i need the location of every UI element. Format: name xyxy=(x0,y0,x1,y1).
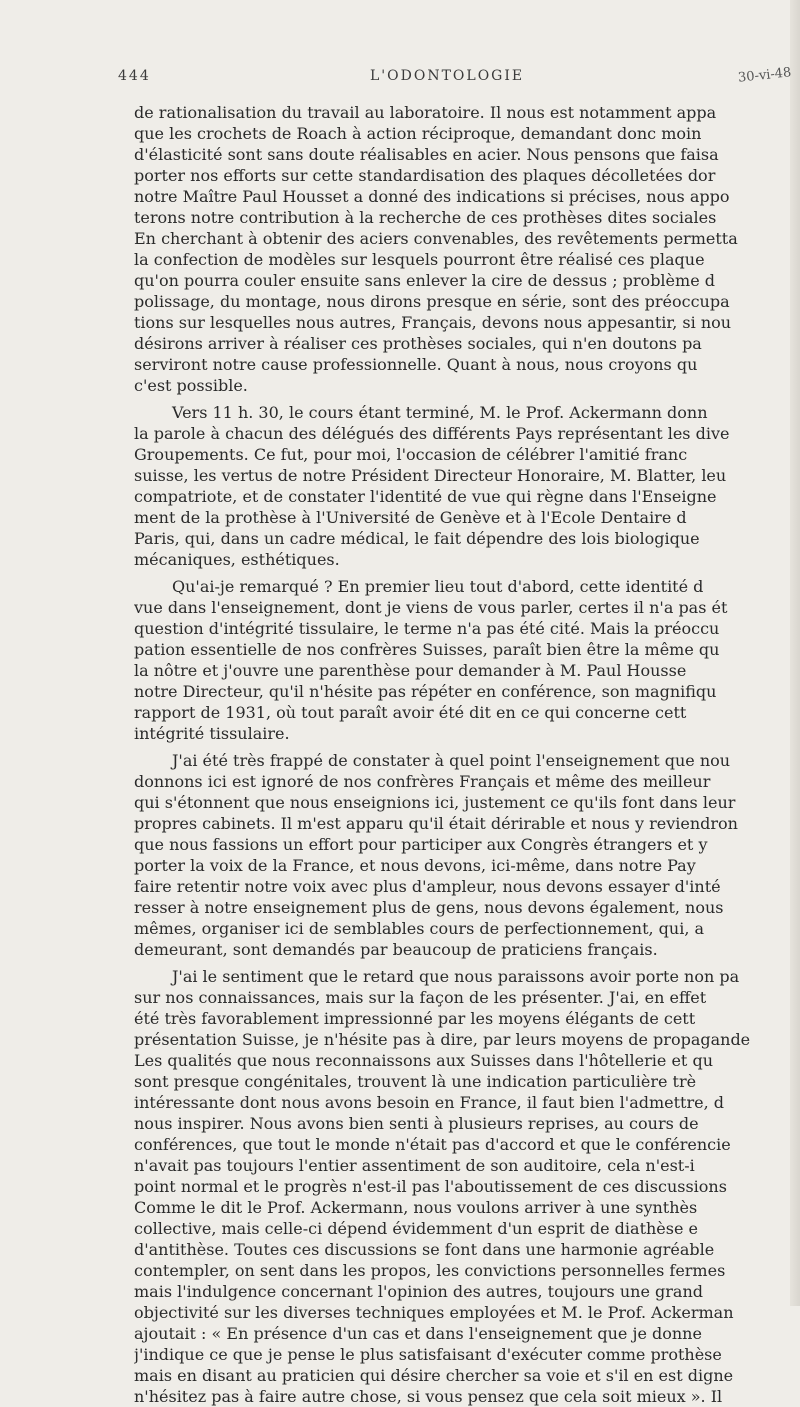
text-line: ment de la prothèse à l'Université de Genève et à l'Ecole Dentaire d xyxy=(134,508,687,527)
text-line: intégrité tissulaire. xyxy=(134,724,290,743)
text-line: d'antithèse. Toutes ces discussions se font dans une harmonie agréable xyxy=(134,1240,715,1259)
text-line: que nous fassions un effort pour participer aux Congrès étrangers et y xyxy=(134,835,708,854)
text-line: resser à notre enseignement plus de gens, nous devons également, nous xyxy=(134,898,724,917)
text-line: rapport de 1931, où tout paraît avoir été dit en ce qui concerne cett xyxy=(134,703,687,722)
page-number: 444 xyxy=(118,68,151,84)
text-line: mêmes, organiser ici de semblables cours de perfectionnement, qui, a xyxy=(134,919,705,938)
handwritten-date-note: 30-vi-48 xyxy=(737,65,793,86)
page-edge xyxy=(790,0,800,1306)
text-line: objectivité sur les diverses techniques employées et M. le Prof. Ackerman xyxy=(134,1303,734,1322)
text-line: de rationalisation du travail au laboratoire. Il nous est notamment appa xyxy=(134,103,717,122)
text-line: la confection de modèles sur lesquels pourront être réalisé ces plaque xyxy=(134,250,705,269)
text-line: Les qualités que nous reconnaissons aux Suisses dans l'hôtellerie et qu xyxy=(134,1051,713,1070)
text-line: conférences, que tout le monde n'était pas d'accord et que le conférencie xyxy=(134,1135,731,1154)
article-body xyxy=(134,102,784,1407)
text-line: la parole à chacun des délégués des différents Pays représentant les dive xyxy=(134,424,730,443)
text-line: notre Directeur, qu'il n'hésite pas répéter en conférence, son magnifiqu xyxy=(134,682,717,701)
paragraph xyxy=(134,966,784,1407)
text-line: terons notre contribution à la recherche de ces prothèses dites sociales xyxy=(134,208,717,227)
text-line: En cherchant à obtenir des aciers convenables, des revêtements permetta xyxy=(134,229,738,248)
text-line: sont presque congénitales, trouvent là une indication particulière trè xyxy=(134,1072,697,1091)
text-line: nous inspirer. Nous avons bien senti à plusieurs reprises, au cours de xyxy=(134,1114,699,1133)
text-line: collective, mais celle-ci dépend évidemment d'un esprit de diathèse e xyxy=(134,1219,699,1238)
text-line: d'élasticité sont sans doute réalisables en acier. Nous pensons que faisa xyxy=(134,145,719,164)
text-line: mais en disant au praticien qui désire chercher sa voie et s'il en est digne xyxy=(134,1366,734,1385)
text-line: n'hésitez pas à faire autre chose, si vous pensez que cela soit mieux ». Il xyxy=(134,1387,723,1406)
text-line: la nôtre et j'ouvre une parenthèse pour demander à M. Paul Housse xyxy=(134,661,687,680)
text-line: Comme le dit le Prof. Ackermann, nous voulons arriver à une synthès xyxy=(134,1198,698,1217)
text-line: J'ai le sentiment que le retard que nous paraissons avoir porte non pa xyxy=(172,967,740,986)
text-line: faire retentir notre voix avec plus d'ampleur, nous devons essayer d'inté xyxy=(134,877,721,896)
text-line: qu'on pourra couler ensuite sans enlever la cire de dessus ; problème d xyxy=(134,271,715,290)
text-line: sur nos connaissances, mais sur la façon de les présenter. J'ai, en effet xyxy=(134,988,707,1007)
text-line: compatriote, et de constater l'identité de vue qui règne dans l'Enseigne xyxy=(134,487,717,506)
paragraph xyxy=(134,102,784,396)
running-title: L'ODONTOLOGIE xyxy=(370,68,525,84)
text-line: qui s'étonnent que nous enseignions ici, justement ce qu'ils font dans leur xyxy=(134,793,736,812)
paragraph xyxy=(134,402,784,570)
text-line: intéressante dont nous avons besoin en France, il faut bien l'admettre, d xyxy=(134,1093,724,1112)
text-line: question d'intégrité tissulaire, le terme n'a pas été cité. Mais la préoccu xyxy=(134,619,720,638)
text-line: J'ai été très frappé de constater à quel point l'enseignement que nou xyxy=(172,751,731,770)
text-line: mais l'indulgence concernant l'opinion des autres, toujours une grand xyxy=(134,1282,703,1301)
text-line: Groupements. Ce fut, pour moi, l'occasion de célébrer l'amitié franc xyxy=(134,445,688,464)
paragraph xyxy=(134,576,784,744)
text-line: été très favorablement impressionné par les moyens élégants de cett xyxy=(134,1009,696,1028)
text-line: contempler, on sent dans les propos, les convictions personnelles fermes xyxy=(134,1261,726,1280)
text-line: suisse, les vertus de notre Président Directeur Honoraire, M. Blatter, leu xyxy=(134,466,727,485)
page-header xyxy=(0,66,800,90)
text-line: donnons ici est ignoré de nos confrères Français et même des meilleur xyxy=(134,772,711,791)
text-line: c'est possible. xyxy=(134,376,248,395)
text-line: Paris, qui, dans un cadre médical, le fait dépendre des lois biologique xyxy=(134,529,700,548)
text-line: Qu'ai-je remarqué ? En premier lieu tout d'abord, cette identité d xyxy=(172,577,704,596)
text-line: désirons arriver à réaliser ces prothèses sociales, qui n'en doutons pa xyxy=(134,334,702,353)
text-line: polissage, du montage, nous dirons presque en série, sont des préoccupa xyxy=(134,292,730,311)
text-line: présentation Suisse, je n'hésite pas à dire, par leurs moyens de propagande xyxy=(134,1030,751,1049)
text-line: vue dans l'enseignement, dont je viens de vous parler, certes il n'a pas ét xyxy=(134,598,728,617)
text-line: propres cabinets. Il m'est apparu qu'il était dérirable et nous y reviendron xyxy=(134,814,738,833)
text-line: j'indique ce que je pense le plus satisfaisant d'exécuter comme prothèse xyxy=(134,1345,722,1364)
text-line: porter la voix de la France, et nous devons, ici-même, dans notre Pay xyxy=(134,856,696,875)
text-line: porter nos efforts sur cette standardisation des plaques décolletées dor xyxy=(134,166,716,185)
paragraph xyxy=(134,750,784,960)
text-line: point normal et le progrès n'est-il pas l'aboutissement de ces discussions xyxy=(134,1177,727,1196)
text-line: mécaniques, esthétiques. xyxy=(134,550,340,569)
text-line: Vers 11 h. 30, le cours étant terminé, M. le Prof. Ackermann donn xyxy=(172,403,708,422)
text-line: n'avait pas toujours l'entier assentiment de son auditoire, cela n'est-i xyxy=(134,1156,695,1175)
text-line: serviront notre cause professionnelle. Quant à nous, nous croyons qu xyxy=(134,355,698,374)
text-line: demeurant, sont demandés par beaucoup de praticiens français. xyxy=(134,940,658,959)
text-line: ajoutait : « En présence d'un cas et dans l'enseignement que je donne xyxy=(134,1324,702,1343)
text-line: que les crochets de Roach à action réciproque, demandant donc moin xyxy=(134,124,702,143)
text-line: pation essentielle de nos confrères Suisses, paraît bien être la même qu xyxy=(134,640,720,659)
text-line: notre Maître Paul Housset a donné des indications si précises, nous appo xyxy=(134,187,730,206)
text-line: tions sur lesquelles nous autres, Français, devons nous appesantir, si nou xyxy=(134,313,732,332)
